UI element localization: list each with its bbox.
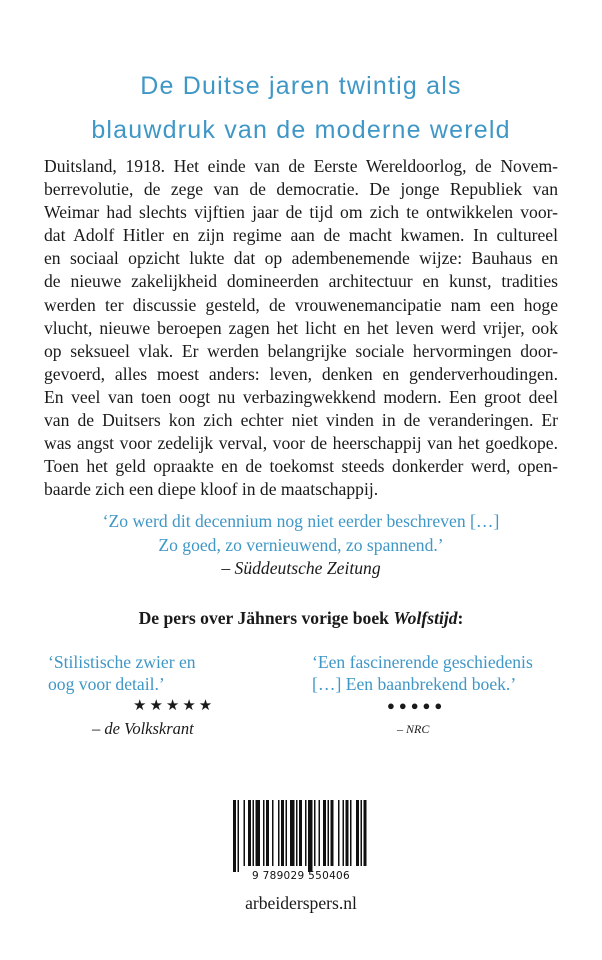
barcode-bar <box>308 800 313 872</box>
barcode-bar <box>296 800 298 866</box>
barcode-bar <box>233 800 236 872</box>
barcode-bar <box>350 800 352 866</box>
quote-line-1: ‘Zo werd dit decennium nog niet eerder beschreven […] <box>102 511 500 531</box>
barcode-bar <box>343 800 345 866</box>
blurb-line: baarde zich een diepe kloof in de maatschappij. <box>44 479 379 500</box>
barcode-bar <box>356 800 359 866</box>
barcode-bar <box>281 800 284 866</box>
star-rating-icon: ★★★★★ <box>133 698 216 714</box>
review-nrc <box>312 651 572 741</box>
blurb-line: dat Adolf Hitler en zijn regime aan de macht kwamen. In cultureel <box>44 225 558 246</box>
barcode-bar <box>331 800 334 866</box>
barcode-bar <box>286 800 288 866</box>
isbn-number: 9 789029 550406 <box>251 870 351 882</box>
previous-book-title: Wolfstijd <box>393 608 458 628</box>
review-quote-line: ‘Een fascinerende geschiedenis <box>312 652 533 672</box>
cover-title <box>20 64 582 152</box>
review-quote-line: oog voor detail.’ <box>48 674 165 694</box>
blurb-line: En veel van toen oogt nu verbazingwekkend modern. Een groot deel <box>44 386 558 407</box>
barcode-bar <box>253 800 255 866</box>
review-volkskrant <box>48 651 298 741</box>
barcode-bar <box>299 800 302 866</box>
barcode-bar <box>346 800 349 866</box>
review-quote-line: ‘Stilistische zwier en <box>48 652 196 672</box>
barcode-bar <box>319 800 321 866</box>
barcode-bar <box>256 800 261 866</box>
barcode-bar <box>338 800 340 866</box>
isbn-barcode <box>229 798 373 884</box>
barcode-bar <box>266 800 269 866</box>
title-line-1: De Duitse jaren twintig als <box>140 72 462 100</box>
barcode-bar <box>323 800 326 866</box>
review-quote-line: […] Een baanbrekend boek.’ <box>312 674 517 694</box>
blurb-line: op seksueel vlak. Er werden belangrijke sociale hervormingen door- <box>44 340 558 361</box>
blurb-line: Weimar had slechts vijftien jaar de tijd om zich te ontwikkelen voor- <box>44 202 558 223</box>
barcode-bar <box>314 800 316 866</box>
review-attribution: – NRC <box>397 722 430 736</box>
blurb-line: vlucht, nieuwe beroepen zagen het licht en het leven werd vrijer, ook <box>44 317 558 338</box>
blurb-line: werden ter discussie gesteld, de vrouwenemancipatie nam een hoge <box>44 294 558 315</box>
press-quote <box>40 510 562 581</box>
press-heading-colon: : <box>457 608 464 628</box>
barcode-bar <box>361 800 363 866</box>
barcode-bar <box>244 800 246 866</box>
barcode-bar <box>364 800 367 866</box>
blurb-line: van de Duitsers kon zich echter niet vinden in de veranderingen. Er <box>44 410 558 431</box>
barcode-bar <box>328 800 330 866</box>
title-line-2: blauwdruk van de moderne wereld <box>91 116 511 144</box>
barcode-bar <box>272 800 274 866</box>
blurb-line: berrevolutie, de zege van de democratie. De jonge Republiek van <box>44 179 558 200</box>
dot-rating-icon: ●●●●● <box>387 698 447 713</box>
press-heading <box>30 608 572 629</box>
quote-line-2: Zo goed, zo vernieuwend, zo spannend.’ <box>158 534 444 555</box>
quote-source: – Süddeutsche Zeitung <box>221 558 381 578</box>
barcode-bar <box>305 800 307 866</box>
barcode-bar <box>290 800 295 866</box>
blurb-line: en sociaal opzicht lukte dat op adembenemende wijze: Bauhaus en <box>44 248 558 269</box>
barcode-bar <box>278 800 280 866</box>
blurb-line: gevoerd, alles moest anders: leven, denken en genderverhoudingen. <box>44 363 558 384</box>
barcode-bar <box>248 800 251 866</box>
barcode-bar <box>238 800 240 872</box>
blurb-line: Toen het geld opraakte en de toekomst steeds donkerder werd, open- <box>44 456 558 477</box>
blurb-line: de nieuwe zakelijkheid domineerden architectuur en kunst, tradities <box>44 271 558 292</box>
barcode-bars-icon <box>229 798 373 872</box>
blurb-line: Duitsland, 1918. Het einde van de Eerste Wereldoorlog, de Novem- <box>44 156 558 176</box>
publisher-website[interactable]: arbeiderspers.nl <box>245 893 357 913</box>
review-attribution: – de Volkskrant <box>92 719 194 738</box>
blurb-line: was angst voor zedelijk verval, voor de heerschappij van het goedkope. <box>44 433 558 454</box>
barcode-bar <box>263 800 265 866</box>
press-heading-text: De pers over Jähners vorige boek <box>138 608 394 628</box>
blurb-paragraph <box>44 155 558 501</box>
